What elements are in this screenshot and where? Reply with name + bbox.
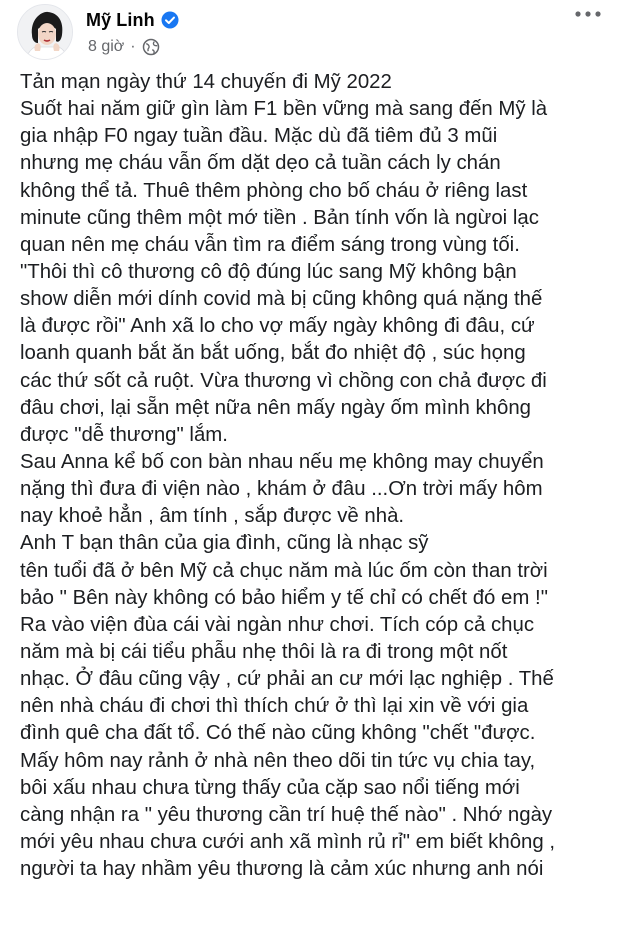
post-text-line: đâu chơi, lại sẵn mệt nữa nên mấy ngày ốm mình không bbox=[20, 396, 532, 419]
author-avatar[interactable] bbox=[17, 4, 73, 60]
post-text-line: show diễn mới dính covid mà bị cũng không quá nặng thế bbox=[20, 288, 543, 311]
post-text-line: Anh T bạn thân của gia đình, cũng là nhạc sỹ bbox=[20, 532, 429, 555]
post-text-line: nên nhà cháu đi chơi thì thích chứ ở thì lại xin về với gia bbox=[20, 695, 529, 718]
author-row bbox=[86, 8, 179, 32]
post-text-line: nay khoẻ hẳn , âm tính , sắp được về nhà. bbox=[20, 505, 405, 528]
post-text-line: người ta hay nhầm yêu thương là cảm xúc nhưng anh nói bbox=[20, 858, 544, 881]
post-text bbox=[20, 69, 620, 883]
post-header bbox=[0, 0, 620, 64]
post-text-line: đình quê cha đất tổ. Có thế nào cũng không "chết "được. bbox=[20, 722, 536, 745]
post-text-line: tên tuổi đã ở bên Mỹ cả chục năm mà lúc ốm còn than trời bbox=[20, 559, 548, 582]
post-text-line: năm mà bị cái tiểu phẫu nhẹ thôi là ra đi trong một nốt bbox=[20, 640, 508, 663]
post-text-line: "Thôi thì cô thương cô độ đúng lúc sang Mỹ không bận bbox=[20, 260, 517, 283]
meta-separator: · bbox=[130, 38, 136, 55]
profile-photo bbox=[18, 5, 73, 60]
post-text-line: quan nên mẹ cháu vẫn tìm ra điểm sáng trong vùng tối. bbox=[20, 233, 520, 256]
author-name[interactable]: Mỹ Linh bbox=[86, 9, 155, 30]
post-text-line: mới yêu nhau chưa cưới anh xã mình rủ rỉ" em biết không , bbox=[20, 830, 556, 853]
post-text-line: nhạc. Ở đâu cũng vậy , cứ phải an cư mới lạc nghiệp . Thế bbox=[20, 668, 554, 691]
post-text-line: Suốt hai năm giữ gìn làm F1 bền vững mà sang đến Mỹ là bbox=[20, 98, 548, 121]
post-text-line: Mấy hôm nay rảnh ở nhà nên theo dõi tin tức vụ chia tay, bbox=[20, 749, 536, 772]
post-text-line: không thể tả. Thuê thêm phòng cho bố cháu ở riêng last bbox=[20, 179, 528, 202]
post-text-line: nặng thì đưa đi viện nào , khám ở đâu ...Ơn trời mấy hôm bbox=[20, 478, 543, 501]
globe-icon[interactable] bbox=[142, 38, 160, 56]
post-text-line: nhưng mẹ cháu vẫn ốm dặt dẹo cả tuần cách ly chán bbox=[20, 152, 501, 175]
post-text-line: bảo " Bên này không có bảo hiểm y tế chỉ có chết đó em !" bbox=[20, 586, 548, 609]
post-text-line: là được rồi" Anh xã lo cho vợ mấy ngày không đi đâu, cứ bbox=[20, 315, 535, 338]
more-horizontal-icon bbox=[575, 11, 601, 17]
post-text-line: loanh quanh bắt ăn bắt uống, bắt đo nhiệt độ , súc họng bbox=[20, 342, 526, 365]
post-text-line: Ra vào viện đùa cái vài ngàn như chơi. Tích cóp cả chục bbox=[20, 613, 535, 636]
post-text-line: minute cũng thêm một mớ tiền . Bản tính vốn là ngừoi lạc bbox=[20, 206, 539, 229]
post-text-line: Sau Anna kể bố con bàn nhau nếu mẹ không may chuyển bbox=[20, 450, 544, 473]
post-text-line: được "dễ thương" lắm. bbox=[20, 423, 228, 446]
post-meta bbox=[88, 36, 160, 58]
post-text-line: Tản mạn ngày thứ 14 chuyến đi Mỹ 2022 bbox=[20, 71, 392, 93]
post-text-line: gia nhập F0 ngay tuần đầu. Mặc dù đã tiêm đủ 3 mũi bbox=[20, 125, 498, 148]
verified-badge-icon bbox=[161, 11, 179, 29]
post-timestamp[interactable]: 8 giờ bbox=[88, 38, 125, 55]
post-text-line: càng nhận ra " yêu thương cần trí huệ thế nào" . Nhớ ngày bbox=[20, 803, 553, 826]
post-text-line: các thứ sốt cả ruột. Vừa thương vì chồng con chả được đi bbox=[20, 369, 547, 392]
post-text-line: bôi xấu nhau chưa từng thấy của cặp sao nổi tiếng mới bbox=[20, 776, 520, 799]
more-options-button[interactable] bbox=[570, 0, 606, 28]
